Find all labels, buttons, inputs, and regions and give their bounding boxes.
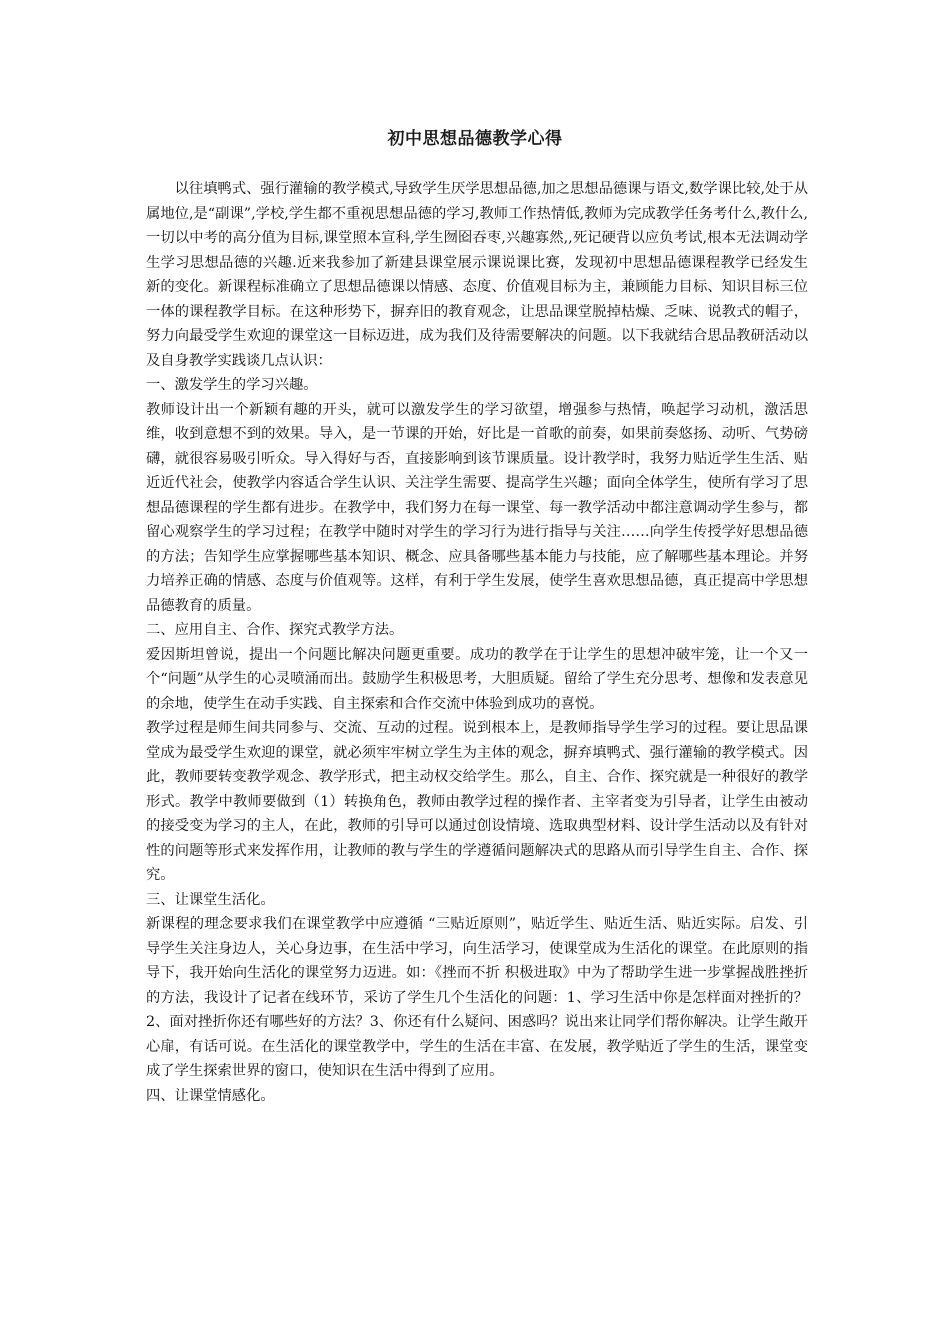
- section-heading-2: 二、应用自主、合作、探究式教学方法。: [146, 622, 404, 638]
- section-2-paragraph-2: 教学过程是师生间共同参与、交流、互动的过程。说到根本上，是教师指导学生学习的过程。要让思品课堂成为最受学生欢迎的课堂，就必须牢牢树立学生为主体的观念，摒弃填鸭式、强行灌输的教学模式。因此，教师要转变教学观念、教学形式，把主动权交给学生。那么，自主、合作、探究就是一种很好的教学形式。教学中教师要做到（1）转换角色，教师由教学过程的操作者、主宰者变为引导者，让学生由被动的接受变为学习的主人，在此，教师的引导可以通过创设情境、选取典型材料、设计学生活动以及有针对性的问题等形式来发挥作用，让教师的教与学生的学遵循问题解决式的思路从而引导学生自主、合作、探究。: [146, 720, 808, 883]
- section-heading-4: 四、让课堂情感化。: [146, 1087, 275, 1104]
- section-2-paragraph-1: 爱因斯坦曾说，提出一个问题比解决问题更重要。成功的教学在于让学生的思想冲破牢笼，让一个又一个“问题”从学生的心灵喷涌而出。鼓励学生积极思考，大胆质疑。留给了学生充分思考、想像和发表意见的余地，使学生在动手实践、自主探索和合作交流中体验到成功的喜悦。: [146, 646, 808, 712]
- section-1-paragraph: 教师设计出一个新颖有趣的开头，就可以激发学生的学习欲望，增强参与热情，唤起学习动机，激活思维，收到意想不到的效果。导入，是一节课的开始，好比是一首歌的前奏，如果前奏悠扬、动听、气势磅礴，就很容易吸引听众。导入得好与否，直接影响到该节课质量。设计教学时，我努力贴近学生生活、贴近近代社会，使教学内容适合学生认识、关注学生需要、提高学生兴趣；面向全体学生，使所有学习了思想品德课程的学生都有进步。在教学中，我们努力在每一课堂、每一教学活动中都注意调动学生参与，都留心观察学生的学习过程；在教学中随时对学生的学习行为进行指导与关注……向学生传授学好思想品德的方法；告知学生应掌握哪些基本知识、概念、应具备哪些基本能力与技能，应了解哪些基本理论。并努力培养正确的情感、态度与价值观等。这样，有利于学生发展，使学生喜欢思想品德，真正提高中学思想品德教育的质量。: [146, 401, 808, 614]
- section-3-paragraph: 新课程的理念要求我们在课堂教学中应遵循 “三贴近原则”，贴近学生、贴近生活、贴近实际。启发、引导学生关注身边人，关心身边事，在生活中学习，向生活学习，使课堂成为生活化的课堂。在此原则的指导下，我开始向生活化的课堂努力迈进。如：《挫而不折 积极进取》中为了帮助学生进一步掌握战胜挫折的方法，我设计了记者在线环节，采访了学生几个生活化的问题：1、学习生活中你是怎样面对挫折的？ 2、面对挫折你还有哪些好的方法？3、你还有什么疑问、困惑吗？说出来让同学们帮你解决。让学生敞开心扉，有话可说。在生活化的课堂教学中，学生的生活在丰富、在发展，教学贴近了学生的生活，课堂变成了学生探索世界的窗口，使知识在生活中得到了应用。: [146, 916, 808, 1079]
- section-heading-1: 一、激发学生的学习兴趣。: [146, 377, 318, 393]
- document-body: [146, 177, 808, 1108]
- intro-paragraph: 以往填鸭式、强行灌输的教学模式,导致学生厌学思想品德,加之思想品德课与语文,数学课比较,处于从属地位,是“副课”,学校,学生都不重视思想品德的学习,教师工作热情低,教师为完成教学任务考什么,教什么,一切以中考的高分值为目标,课堂照本宣科,学生囫囵吞枣,兴趣寡然,,死记硬背以应负考试,根本无法调动学生学习思想品德的兴趣.近来我参加了新建县课堂展示课说课比赛，发现初中思想品德课程教学已经发生新的变化。新课程标准确立了思想品德课以情感、态度、价值观目标为主，兼顾能力目标、知识目标三位一体的课程教学目标。在这种形势下，摒弃旧的教育观念，让思品课堂脱掉枯燥、乏味、说教式的帽子，努力向最受学生欢迎的课堂这一目标迈进，成为我们及待需要解决的问题。以下我就结合思品教研活动以及自身教学实践谈几点认识：: [146, 181, 808, 369]
- document-title: 初中思想品德教学心得: [387, 129, 563, 149]
- section-heading-3: 三、让课堂生活化。: [146, 891, 275, 908]
